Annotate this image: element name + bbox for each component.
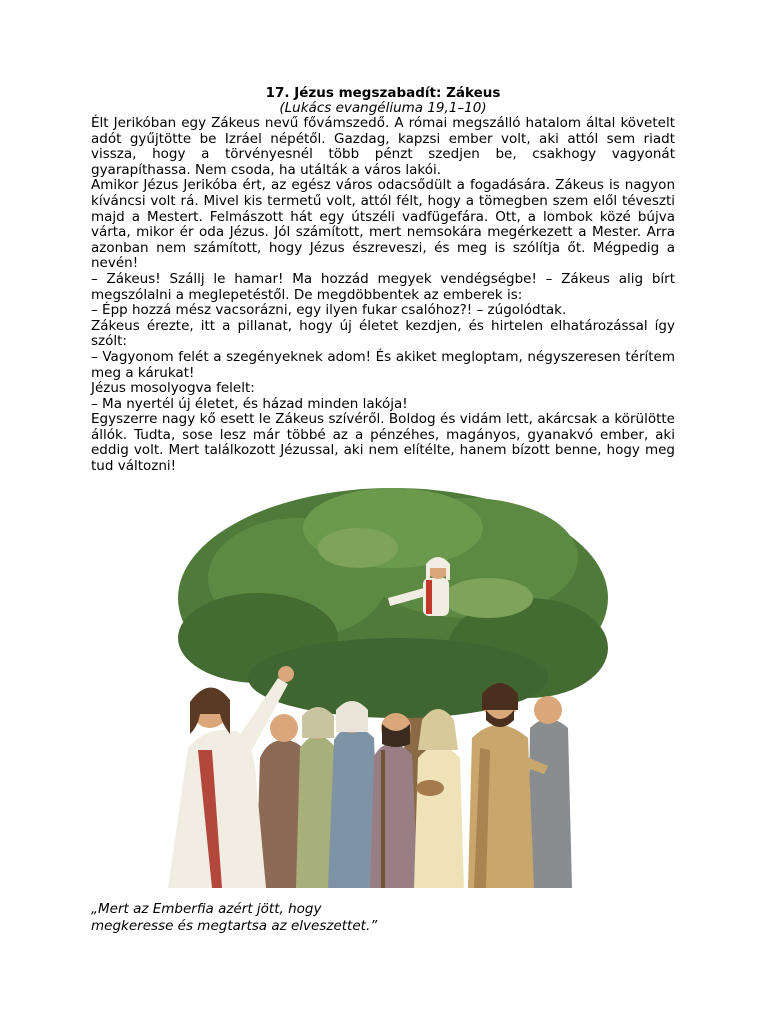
paragraph: – Ma nyertél új életet, és házad minden lakója! (91, 395, 408, 412)
paragraph: Egyszerre nagy kő esett le Zákeus szívéről. Boldog és vidám lett, akárcsak a körülötte állók. Tudta, sose lesz már többé az a pénzéhes, magányos, gyanakvó ember, aki eddig volt. Mert találkozott Jézussal, aki nem elítélte, hanem bízott benne, hogy meg tud változni! (91, 411, 675, 475)
paragraph: Zákeus érezte, itt a pillanat, hogy új életet kezdjen, és hirtelen elhatározással így szólt: (91, 317, 675, 350)
zacchaeus-illustration (168, 488, 618, 888)
paragraph: Élt Jerikóban egy Zákeus nevű fővámszedő. A római megszálló hatalom által követelt adót gyűjtötte be Izráel népétől. Gazdag, kapzsi ember volt, aki attól sem riadt vissza, hogy a törvényesnél több pénzt szedjen be, csakhogy vagyonát gyarapíthassa. Nem csoda, ha utálták a város lakói. (91, 115, 675, 178)
document-title: 17. Jézus megszabadít: Zákeus (265, 85, 501, 101)
closing-quote (91, 901, 511, 935)
paragraph: Jézus mosolyogva felelt: (91, 380, 255, 397)
document-page (91, 86, 675, 475)
paragraph: – Vagyonom felét a szegényeknek adom! És akiket megloptam, négyszeresen térítem meg a kárukat! (91, 348, 675, 381)
story-text (91, 116, 675, 475)
bible-reference: (Lukács evangéliuma 19,1–10) (279, 100, 487, 116)
paragraph: Amikor Jézus Jerikóba ért, az egész város odacsődült a fogadására. Zákeus is nagyon kíváncsi volt rá. Mivel kis termetű volt, attól félt, hogy a tömegben szem elől téveszti majd a Mestert. Felmászott hát egy útszéli vadfügefára. Ott, a lombok közé bújva várta, mikor ér oda Jézus. Jól számított, mert nemsokára megérkezett a Mester. Arra azonban nem számított, hogy Jézus észreveszi, és meg is szólítja őt. Mégpedig a nevén! (91, 177, 675, 272)
quote-line: „Mert az Emberfia azért jött, hogy (91, 901, 322, 917)
paragraph: – Épp hozzá mész vacsorázni, egy ilyen fukar csalóhoz?! – zúgolódtak. (91, 302, 567, 319)
quote-line: megkeresse és megtartsa az elveszettet.” (91, 918, 378, 934)
paragraph: – Zákeus! Szállj le hamar! Ma hozzád megyek vendégségbe! – Zákeus alig bírt megszólalni a meglepetéstől. De megdöbbentek az emberek is: (91, 270, 675, 303)
